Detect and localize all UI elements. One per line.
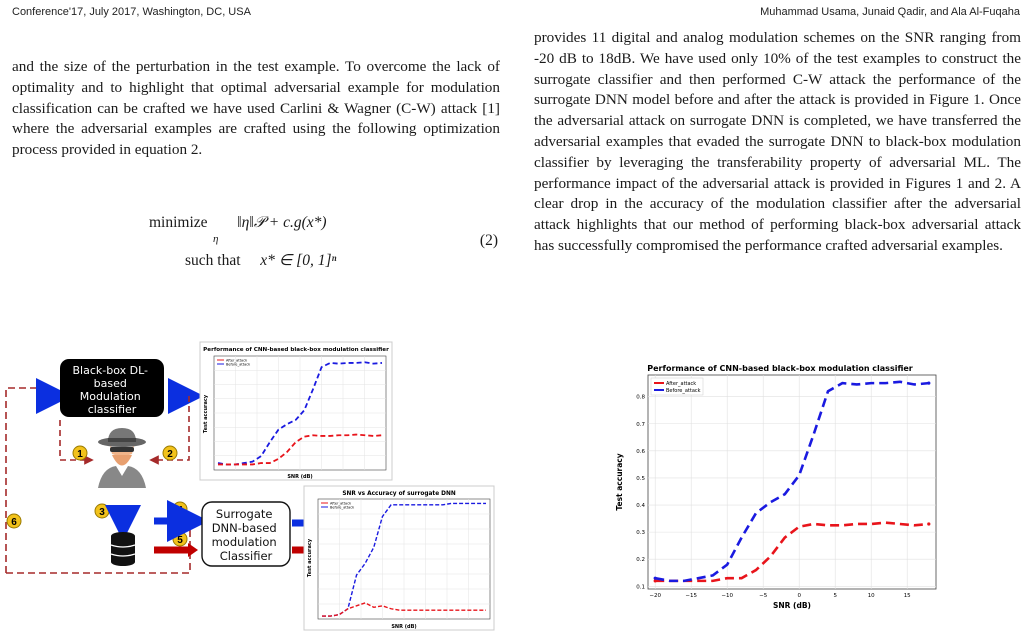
y-tick-label: 0.8 bbox=[636, 394, 645, 401]
x-tick-label: 0 bbox=[797, 593, 801, 599]
series-point-Before_attack bbox=[654, 577, 657, 580]
x-tick-label: 10 bbox=[867, 593, 875, 599]
feedback-loop-6-bottom bbox=[6, 516, 190, 573]
blackbox-label-line-2: based bbox=[93, 377, 127, 390]
blackbox-label-line-3: Modulation bbox=[79, 390, 141, 403]
svg-text:Surrogate DNN-based bbox=[212, 507, 281, 563]
feedback-loop-6 bbox=[6, 388, 49, 573]
running-header-left: Conference'17, July 2017, Washington, DC, USA bbox=[12, 6, 251, 18]
step-1-label: 1 bbox=[77, 449, 83, 460]
mini-chart-surrogate bbox=[304, 486, 494, 630]
left-paragraph: and the size of the perturbation in the test example. To overcome the lack of optimality and to highlight that optimal adversarial example for modulation classification can be crafted we have used Carlini & Wagner (C-W) attack [1] where the adversarial examples are crafted using the following optimization process provided in equation 2. bbox=[12, 58, 500, 159]
equation-objective: ‖η‖𝒫 + c.g(x*) bbox=[237, 214, 327, 231]
database-icon bbox=[111, 532, 135, 566]
blackbox-label-line-4: classifier bbox=[87, 403, 137, 416]
step-badge-2 bbox=[163, 446, 177, 460]
mini-chart1-xlabel: SNR (dB) bbox=[287, 474, 313, 480]
step-5-label: 5 bbox=[177, 535, 183, 546]
step-badge-4 bbox=[173, 502, 187, 516]
series-point-Before_attack bbox=[927, 382, 930, 385]
step-badge-3 bbox=[95, 504, 109, 518]
equation-constraint: x* ∈ [0, 1]ⁿ bbox=[260, 252, 337, 269]
mini-chart2-legend-after: After_attack bbox=[330, 501, 352, 506]
chart-title: Performance of CNN-based black-box modulation classifier bbox=[647, 364, 913, 373]
x-tick-label: −20 bbox=[649, 593, 662, 599]
x-tick-label: 5 bbox=[833, 593, 837, 599]
accuracy-chart-svg bbox=[612, 362, 942, 612]
mini-chart1-ylabel: Test accuracy bbox=[203, 394, 209, 434]
x-tick-label: −5 bbox=[759, 593, 768, 599]
x-tick-label: −15 bbox=[685, 593, 698, 599]
right-paragraph: provides 11 digital and analog modulation schemes on the SNR ranging from -20 dB to 18dB. We have used only 10% of the test examples to construct the surrogate classifier and then performed C-W attack the performance of the surrogate DNN model before and after the attack is provided in Figure 1. Once the adversarial attack on surrogate DNN is completed, we have transferred the adversarial examples that evaded the surrogate DNN to black-box modulation classifier by leveraging the transferability property of adversarial ML. The performance impact of the adversarial attack is provided in Figures 1 and 2. A clear drop in the accuracy of the modulation classifier after the adversarial attack highlights that our method of performing black-box adversarial attack has successfully compromised the performance crafted adversarial examples. bbox=[534, 29, 1021, 254]
series-line-Before_attack bbox=[655, 382, 929, 581]
mini-chart-blackbox bbox=[200, 342, 392, 480]
mini-chart1-title: Performance of CNN-based black-box modulation classifier bbox=[203, 347, 389, 353]
surrogate-label-line-2: DNN-based bbox=[211, 521, 277, 535]
chart-legend bbox=[651, 378, 703, 395]
architecture-diagram bbox=[4, 340, 500, 632]
equation-row-2 bbox=[185, 251, 336, 270]
y-tick-label: 0.7 bbox=[636, 421, 645, 428]
step-badge-5 bbox=[173, 532, 187, 546]
x-tick-label: 15 bbox=[903, 593, 911, 599]
equation-row-1 bbox=[149, 214, 327, 232]
surrogate-label-line-1: Surrogate bbox=[215, 507, 273, 521]
step-4-label: 4 bbox=[177, 505, 183, 516]
y-tick-label: 0.5 bbox=[636, 475, 645, 482]
y-tick-label: 0.3 bbox=[636, 530, 645, 537]
step-badge-6 bbox=[7, 514, 21, 528]
blackbox-label-line-1: Black-box DL- bbox=[72, 364, 148, 377]
legend-label-Before_attack: Before_attack bbox=[666, 388, 701, 394]
step-badge-1 bbox=[73, 446, 87, 460]
x-tick-label: −10 bbox=[721, 593, 734, 599]
equation-minimize-subscript: η bbox=[213, 233, 219, 245]
equation-operator-such-that: such that bbox=[185, 252, 241, 269]
series-line-After_attack bbox=[655, 523, 929, 581]
equation-operator-minimize: minimize bbox=[149, 214, 208, 231]
y-tick-label: 0.6 bbox=[636, 448, 645, 455]
chart-ylabel: Test accuracy bbox=[615, 453, 624, 511]
attacker-icon bbox=[98, 428, 146, 488]
legend-label-After_attack: After_attack bbox=[666, 381, 697, 387]
running-header-right: Muhammad Usama, Junaid Qadir, and Ala Al-Fuqaha bbox=[760, 6, 1020, 18]
y-tick-label: 0.1 bbox=[636, 584, 645, 591]
mini-chart2-legend-before: Before_attack bbox=[330, 505, 355, 510]
step-6-label: 6 bbox=[11, 517, 17, 528]
equation-2 bbox=[0, 208, 500, 278]
mini-chart1-legend-before: Before_attack bbox=[226, 362, 251, 367]
surrogate-label-line-4: Classifier bbox=[219, 549, 273, 563]
y-tick-label: 0.4 bbox=[636, 503, 645, 510]
mini-chart2-ylabel: Test accuracy bbox=[307, 538, 313, 578]
y-tick-label: 0.2 bbox=[636, 557, 645, 564]
attack-architecture-figure bbox=[4, 340, 500, 632]
mini-chart2-title: SNR vs Accuracy of surrogate DNN bbox=[342, 491, 456, 497]
mini-chart1-legend-after: After_attack bbox=[226, 358, 248, 363]
mini-chart2-xlabel: SNR (dB) bbox=[391, 624, 417, 630]
surrogate-label-line-3: modulation bbox=[211, 535, 277, 549]
chart-xlabel: SNR (dB) bbox=[772, 601, 812, 610]
step-2-label: 2 bbox=[167, 449, 173, 460]
series-point-After_attack bbox=[927, 522, 930, 525]
equation-number: (2) bbox=[479, 232, 498, 249]
accuracy-chart bbox=[612, 362, 942, 612]
step-3-label: 3 bbox=[99, 507, 105, 518]
